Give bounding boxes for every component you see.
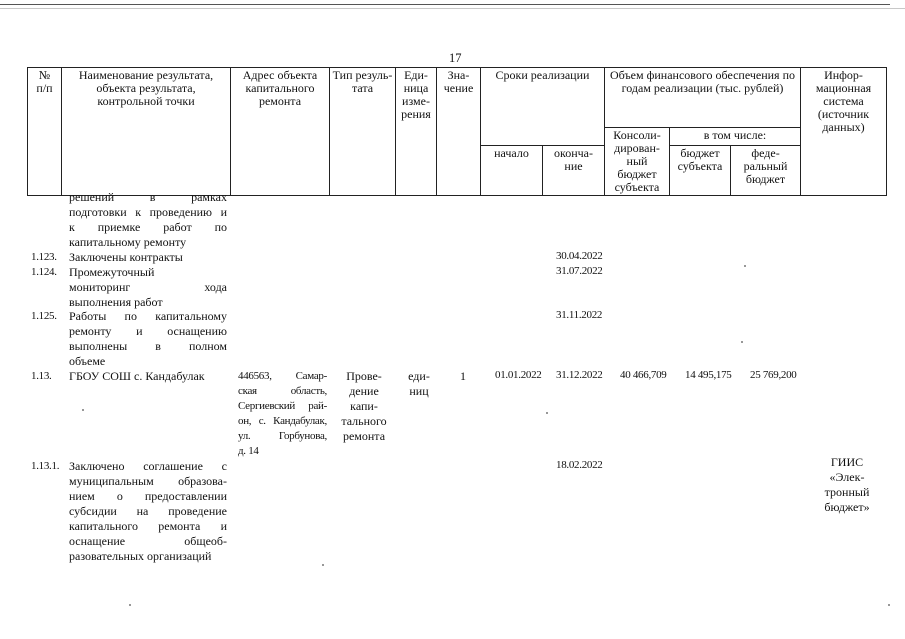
header-address: Адрес объекта капитального ремонта	[231, 68, 330, 196]
row-1131-num: 1.13.1.	[31, 460, 60, 472]
row-1123-name: Заключены контракты	[69, 250, 183, 264]
row-113-address-6: д. 14	[238, 445, 259, 457]
scan-speck	[888, 604, 890, 606]
header-name: Наименование результата, объекта результата, контрольной точки	[62, 68, 231, 196]
row-113-address-4: он, с. Кандабулак,	[238, 415, 327, 427]
row-1131-info-3: тронный	[824, 485, 870, 499]
header-finance: Объем финансового обеспечения по годам реализации (тыс. рублей)	[605, 68, 801, 128]
row-113-num: 1.13.	[31, 370, 52, 382]
continuation-line-3: к приемке работ по	[69, 220, 227, 234]
continuation-line-1: решений в рамках	[69, 190, 227, 204]
row-113-start: 01.01.2022	[495, 369, 542, 381]
continuation-line-2: подготовки к проведению и	[69, 205, 227, 219]
row-1131-name-2: муниципальным образова-	[69, 474, 227, 488]
row-113-type-2: дение	[349, 384, 379, 398]
row-113-type-3: капи-	[350, 399, 378, 413]
row-113-consolidated: 40 466,709	[620, 369, 667, 381]
scan-edge-line	[0, 4, 890, 5]
header-end: оконча-ние	[543, 146, 605, 196]
row-113-address-5: ул. Горбунова,	[238, 430, 327, 442]
table-header	[27, 67, 887, 196]
header-subject-budget: бюджет субъекта	[670, 146, 731, 196]
row-113-end: 31.12.2022	[556, 369, 603, 381]
row-1131-info-1: ГИИС	[830, 455, 864, 469]
row-1124-num: 1.124.	[31, 266, 57, 278]
row-113-federal-budget: 25 769,200	[750, 369, 797, 381]
row-113-type-5: ремонта	[342, 429, 386, 443]
row-1131-name-1: Заключено соглашение с	[69, 459, 227, 473]
header-unit: Еди-ница изме-рения	[396, 68, 437, 196]
row-1124-name-1: Промежуточный	[69, 265, 155, 279]
header-terms: Сроки реализации	[481, 68, 605, 146]
row-1131-name-6: оснащение общеоб-	[69, 534, 227, 548]
scan-speck	[322, 564, 324, 566]
row-113-subject-budget: 14 495,175	[685, 369, 732, 381]
row-1125-name-2: ремонту и оснащению	[69, 324, 227, 338]
row-1131-name-5: капитального ремонта и	[69, 519, 227, 533]
row-1131-info-4: бюджет»	[824, 500, 870, 514]
continuation-line-4: капитальному ремонту	[69, 235, 187, 249]
scan-speck	[82, 409, 84, 411]
scan-edge-line-faint	[0, 8, 905, 9]
row-1123-num: 1.123.	[31, 251, 57, 263]
row-113-address-3: Сергиевский рай-	[238, 400, 327, 412]
scan-speck	[741, 341, 743, 343]
row-1131-name-3: нием о предоставлении	[69, 489, 227, 503]
scan-speck	[546, 412, 548, 414]
row-1125-name-1: Работы по капитальному	[69, 309, 227, 323]
header-type: Тип резуль-тата	[330, 68, 396, 196]
row-1131-info-2: «Элек-	[829, 470, 865, 484]
row-1124-name-3: выполнения работ	[69, 295, 163, 309]
row-113-type-4: тального	[341, 414, 387, 428]
scan-speck	[129, 604, 131, 606]
header-federal-budget: феде-ральный бюджет	[731, 146, 801, 196]
header-num: № п/п	[28, 68, 62, 196]
row-1131-name-7: разовательных организаций	[69, 549, 212, 563]
row-1131-name-4: субсидии на проведение	[69, 504, 227, 518]
page-number: 17	[449, 51, 462, 65]
header-including: в том числе:	[670, 128, 801, 146]
header-consolidated: Консоли-дирован-ный бюджет субъекта	[605, 128, 670, 196]
row-1124-name-2: мониторинг хода	[69, 280, 227, 294]
header-start: начало	[481, 146, 543, 196]
row-1125-name-3: выполнены в полном	[69, 339, 227, 353]
row-113-address-2: ская область,	[238, 385, 327, 397]
row-1123-end: 30.04.2022	[556, 250, 603, 262]
row-1125-end: 31.11.2022	[556, 309, 603, 321]
row-1124-end: 31.07.2022	[556, 265, 603, 277]
row-1131-end: 18.02.2022	[556, 459, 603, 471]
row-1125-name-4: объеме	[69, 354, 106, 368]
row-1125-num: 1.125.	[31, 310, 57, 322]
row-113-type-1: Прове-	[346, 369, 382, 383]
row-113-address-1: 446563, Самар-	[238, 370, 327, 382]
row-113-unit: еди- ниц	[408, 369, 430, 398]
row-113-value: 1	[460, 369, 466, 383]
scan-speck	[744, 265, 746, 267]
header-value: Зна-чение	[437, 68, 481, 196]
row-113-name: ГБОУ СОШ с. Кандабулак	[69, 369, 205, 383]
header-info-system: Инфор-мационная система (источник данных)	[801, 68, 887, 196]
